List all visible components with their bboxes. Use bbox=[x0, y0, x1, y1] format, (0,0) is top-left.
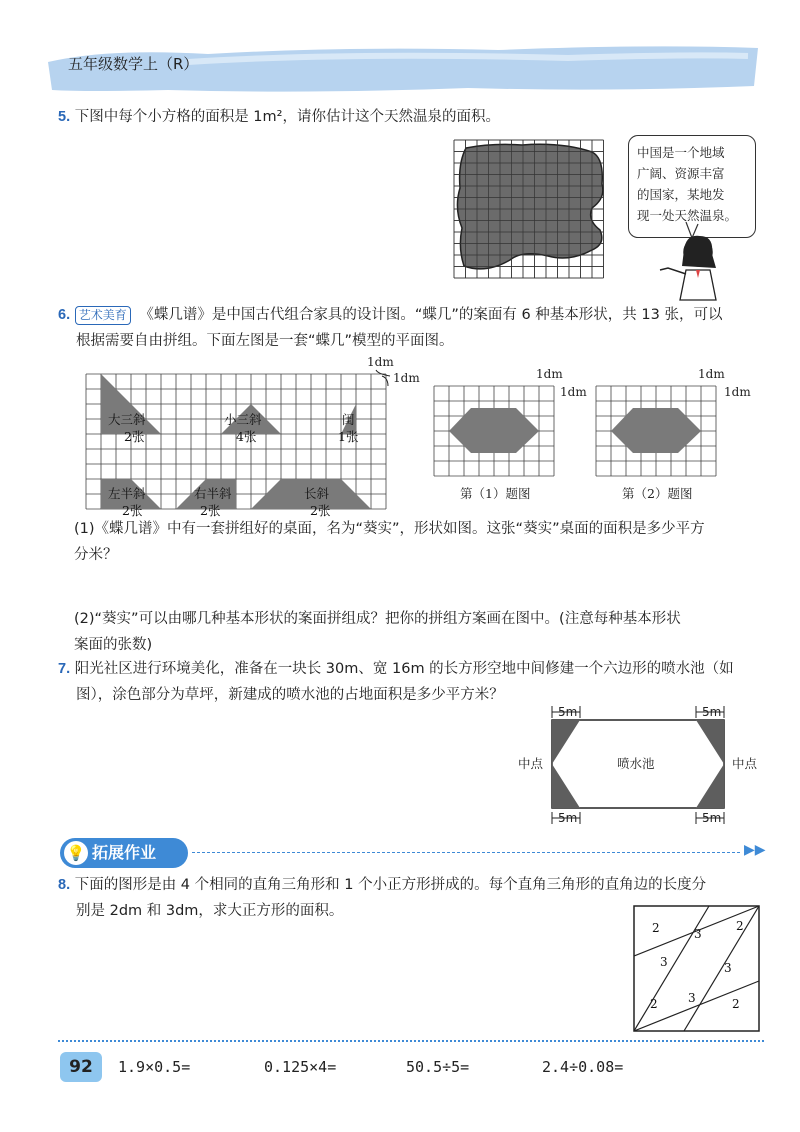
length-label: 3 bbox=[694, 927, 702, 941]
shape-name: 左半斜 bbox=[108, 486, 146, 501]
question-text: 根据需要自由拼组。下面左图是一套“蝶几”模型的平面图。 bbox=[76, 333, 454, 349]
figure-2-grid bbox=[594, 366, 754, 480]
extension-title: 拓展作业 bbox=[92, 843, 157, 862]
question-text: 别是 2dm 和 3dm，求大正方形的面积。 bbox=[76, 903, 344, 919]
shape-count: 1张 bbox=[338, 429, 359, 444]
figure-1-caption: 第（1）题图 bbox=[460, 486, 531, 501]
girl-illustration bbox=[656, 222, 736, 302]
dim-label: 5m bbox=[702, 811, 722, 825]
pinwheel-square bbox=[632, 904, 762, 1034]
question-text: 下面的图形是由 4 个相同的直角三角形和 1 个小正方形拼成的。每个直角三角形的直角边的长度分 bbox=[74, 877, 707, 893]
shape-count: 2张 bbox=[122, 503, 143, 518]
unit-label-side: 1dm bbox=[393, 371, 420, 385]
question-number: 8. bbox=[58, 877, 71, 893]
question-text: 图），涂色部分为草坪，新建成的喷水池的占地面积是多少平方米？ bbox=[76, 687, 504, 703]
length-label: 3 bbox=[724, 961, 732, 975]
pool-label: 喷水池 bbox=[617, 756, 655, 771]
q6-subquestion-1 bbox=[74, 516, 764, 568]
unit-label-side: 1dm bbox=[724, 385, 751, 399]
speech-line: 中国是一个地域 bbox=[637, 145, 725, 160]
dim-label: 5m bbox=[558, 811, 578, 825]
midpoint-label: 中点 bbox=[518, 756, 544, 771]
shape-count: 4张 bbox=[236, 429, 257, 444]
unit-label-top: 1dm bbox=[536, 367, 563, 381]
speech-line: 现一处天然温泉。 bbox=[637, 208, 738, 223]
page-number: 92 bbox=[60, 1052, 102, 1082]
question-6 bbox=[58, 302, 758, 354]
length-label: 2 bbox=[652, 921, 660, 935]
hot-spring-grid bbox=[452, 138, 612, 282]
speech-line: 的国家，某地发 bbox=[637, 187, 725, 202]
q6-subquestion-2 bbox=[74, 606, 764, 658]
figure-2-caption: 第（2）题图 bbox=[622, 486, 693, 501]
question-text: 《蝶几谱》是中国古代组合家具的设计图。“蝶几”的案面有 6 种基本形状，共 13 张，可以 bbox=[139, 307, 723, 323]
question-number: 7. bbox=[58, 661, 71, 677]
subquestion-text: (2)“葵实”可以由哪几种基本形状的案面拼组成？把你的拼组方案画在图中。(注意每种基本形状 bbox=[74, 611, 681, 627]
subquestion-text: 案面的张数) bbox=[74, 637, 153, 653]
shape-count: 2张 bbox=[310, 503, 331, 518]
lightbulb-icon: 💡 bbox=[64, 841, 88, 865]
question-5 bbox=[58, 104, 500, 130]
question-text: 下图中每个小方格的面积是 1m²，请你估计这个天然温泉的面积。 bbox=[74, 109, 500, 125]
unit-label-top: 1dm bbox=[367, 355, 394, 369]
divider bbox=[192, 852, 740, 853]
speech-line: 广阔、资源丰富 bbox=[637, 166, 725, 181]
question-number: 6. bbox=[58, 307, 71, 323]
shape-name: 长斜 bbox=[304, 486, 330, 501]
footer-divider bbox=[58, 1040, 764, 1042]
length-label: 2 bbox=[650, 997, 658, 1011]
figure-1-grid bbox=[432, 366, 587, 480]
subquestion-text: (1)《蝶几谱》中有一套拼组好的桌面，名为“葵实”，形状如图。这张“葵实”桌面的面积是多少平方 bbox=[74, 521, 705, 537]
mental-calc: 0.125×4= bbox=[264, 1058, 337, 1076]
midpoint-label: 中点 bbox=[732, 756, 758, 771]
double-arrow-icon: ▶▶ bbox=[744, 842, 766, 858]
length-label: 2 bbox=[732, 997, 740, 1011]
subject-tag: 艺术美育 bbox=[75, 306, 131, 325]
question-number: 5. bbox=[58, 109, 71, 125]
mental-calc: 1.9×0.5= bbox=[118, 1058, 191, 1076]
mental-calc: 50.5÷5= bbox=[406, 1058, 470, 1076]
length-label: 2 bbox=[736, 919, 744, 933]
shape-count: 2张 bbox=[200, 503, 221, 518]
dim-label: 5m bbox=[558, 705, 578, 719]
unit-label-top: 1dm bbox=[698, 367, 725, 381]
extension-banner bbox=[60, 838, 188, 868]
question-text: 阳光社区进行环境美化，准备在一块长 30m、宽 16m 的长方形空地中间修建一个六边形的喷水池（如 bbox=[74, 661, 734, 677]
shape-name: 闺 bbox=[342, 412, 355, 427]
unit-label-side: 1dm bbox=[560, 385, 587, 399]
subquestion-text: 分米？ bbox=[74, 547, 118, 563]
book-title: 五年级数学上（R） bbox=[68, 55, 199, 73]
fountain-diagram bbox=[514, 700, 770, 832]
mental-calc: 2.4÷0.08= bbox=[542, 1058, 624, 1076]
butterfly-table-set-grid bbox=[82, 352, 422, 518]
length-label: 3 bbox=[688, 991, 696, 1005]
shape-name: 小三斜 bbox=[224, 412, 262, 427]
dim-label: 5m bbox=[702, 705, 722, 719]
shape-name: 右半斜 bbox=[194, 486, 232, 501]
shape-count: 2张 bbox=[124, 429, 145, 444]
shape-name: 大三斜 bbox=[108, 412, 146, 427]
length-label: 3 bbox=[660, 955, 668, 969]
